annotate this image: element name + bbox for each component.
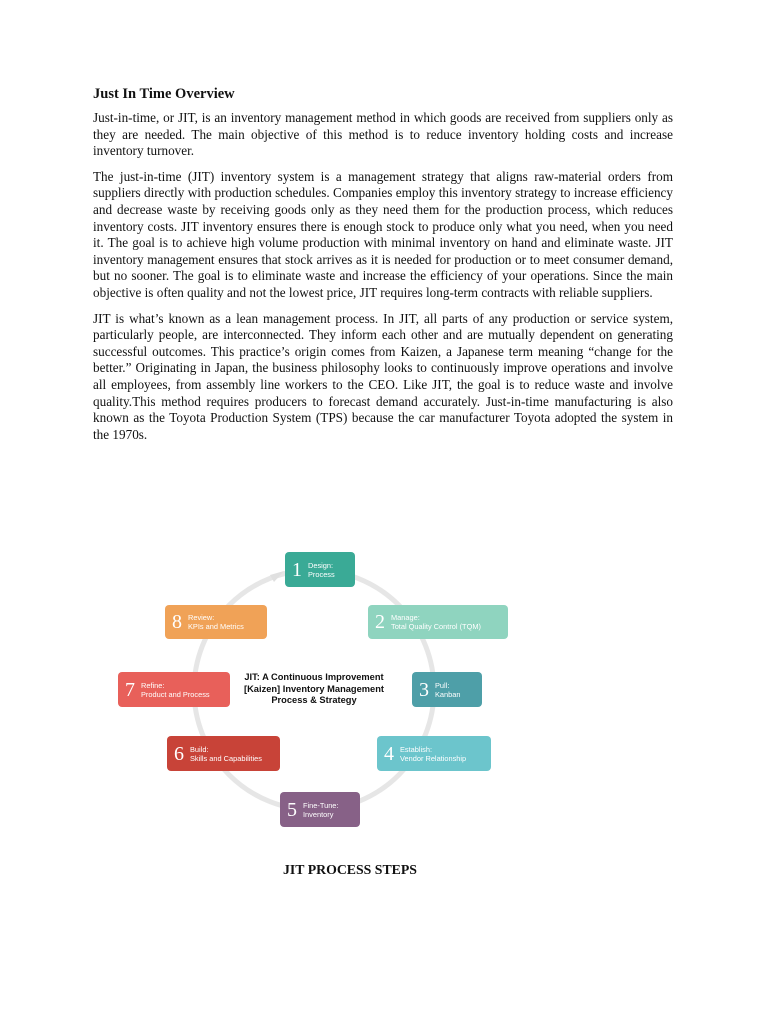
step-subtitle: Product and Process: [141, 689, 210, 699]
step-6-build: [167, 736, 280, 771]
step-2-manage: [368, 605, 508, 639]
step-number: 6: [174, 742, 184, 765]
step-subtitle: KPIs and Metrics: [188, 622, 244, 631]
step-number: 3: [419, 678, 429, 701]
step-5-fine-tune: [280, 792, 360, 827]
step-title: Manage:: [391, 613, 420, 622]
document-heading: Just In Time Overview: [93, 86, 235, 102]
document-body: [93, 86, 673, 452]
step-number: 5: [287, 798, 297, 821]
step-subtitle: Vendor Relationship: [400, 753, 467, 763]
step-title: Build:: [190, 744, 209, 754]
step-1-design: [285, 552, 355, 587]
step-subtitle: Process: [308, 569, 335, 579]
step-title: Fine-Tune:: [303, 800, 339, 810]
diagram-title: JIT: A Continuous Improvement [Kaizen] Inventory Management Process & Strategy: [244, 672, 384, 706]
step-subtitle: Kanban: [435, 689, 461, 699]
paragraph-2: The just-in-time (JIT) inventory system is a management strategy that aligns raw-material orders from suppliers directly with production schedules. Companies employ this inventory strategy to increase efficiency and decrease waste by receiving goods only as they need them for the production process, which reduces inventory costs. JIT inventory ensures there is enough stock to produce only what you need, when you need it. The goal is to achieve high volume production with minimal inventory on hand and eliminate waste. JIT inventory management ensures that stock arrives as it is needed for production or to meet consumer demand, but no sooner. The goal is to eliminate waste and increase the efficiency of your operations. Since the main objective is often quality and not the lowest price, JIT requires long-term contracts with reliable suppliers.: [93, 168, 673, 300]
figure-caption: JIT PROCESS STEPS: [283, 862, 417, 877]
step-title: Establish:: [400, 744, 433, 754]
step-number: 2: [375, 611, 385, 633]
step-number: 7: [125, 678, 135, 701]
step-8-review: [165, 605, 267, 639]
step-number: 1: [292, 558, 302, 581]
step-title: Review:: [188, 613, 215, 622]
paragraph-3: JIT is what’s known as a lean management process. In JIT, all parts of any production or service system, particularly people, are interconnected. They inform each other and are mutually dependent on generating successful outcomes. This practice’s origin comes from Kaizen, a Japanese term meaning “change for the better.” Originating in Japan, the business philosophy looks to continuously improve operations and involve all employees, from assembly line workers to the CEO. Like JIT, the goal is to reduce waste and involve quality.This method requires producers to forecast demand accurately. Just-in-time manufacturing is also known as the Toyota Production System (TPS) because the car manufacturer Toyota adopted the system in the 1970s.: [93, 310, 673, 442]
step-4-establish: [377, 736, 491, 771]
jit-cycle-diagram: [112, 545, 514, 835]
step-title: Pull:: [435, 680, 450, 690]
step-subtitle: Skills and Capabilities: [190, 753, 262, 763]
step-title: Design:: [308, 560, 334, 570]
step-number: 8: [172, 611, 182, 633]
step-number: 4: [384, 742, 394, 765]
paragraph-1: Just-in-time, or JIT, is an inventory management method in which goods are received from suppliers only as they are needed. The main objective of this method is to reduce inventory holding costs and increase inventory turnover.: [93, 110, 673, 159]
step-7-refine: [118, 672, 230, 707]
step-3-pull: [412, 672, 482, 707]
step-title: Refine:: [141, 680, 165, 690]
step-subtitle: Total Quality Control (TQM): [391, 622, 481, 631]
step-subtitle: Inventory: [303, 809, 334, 819]
